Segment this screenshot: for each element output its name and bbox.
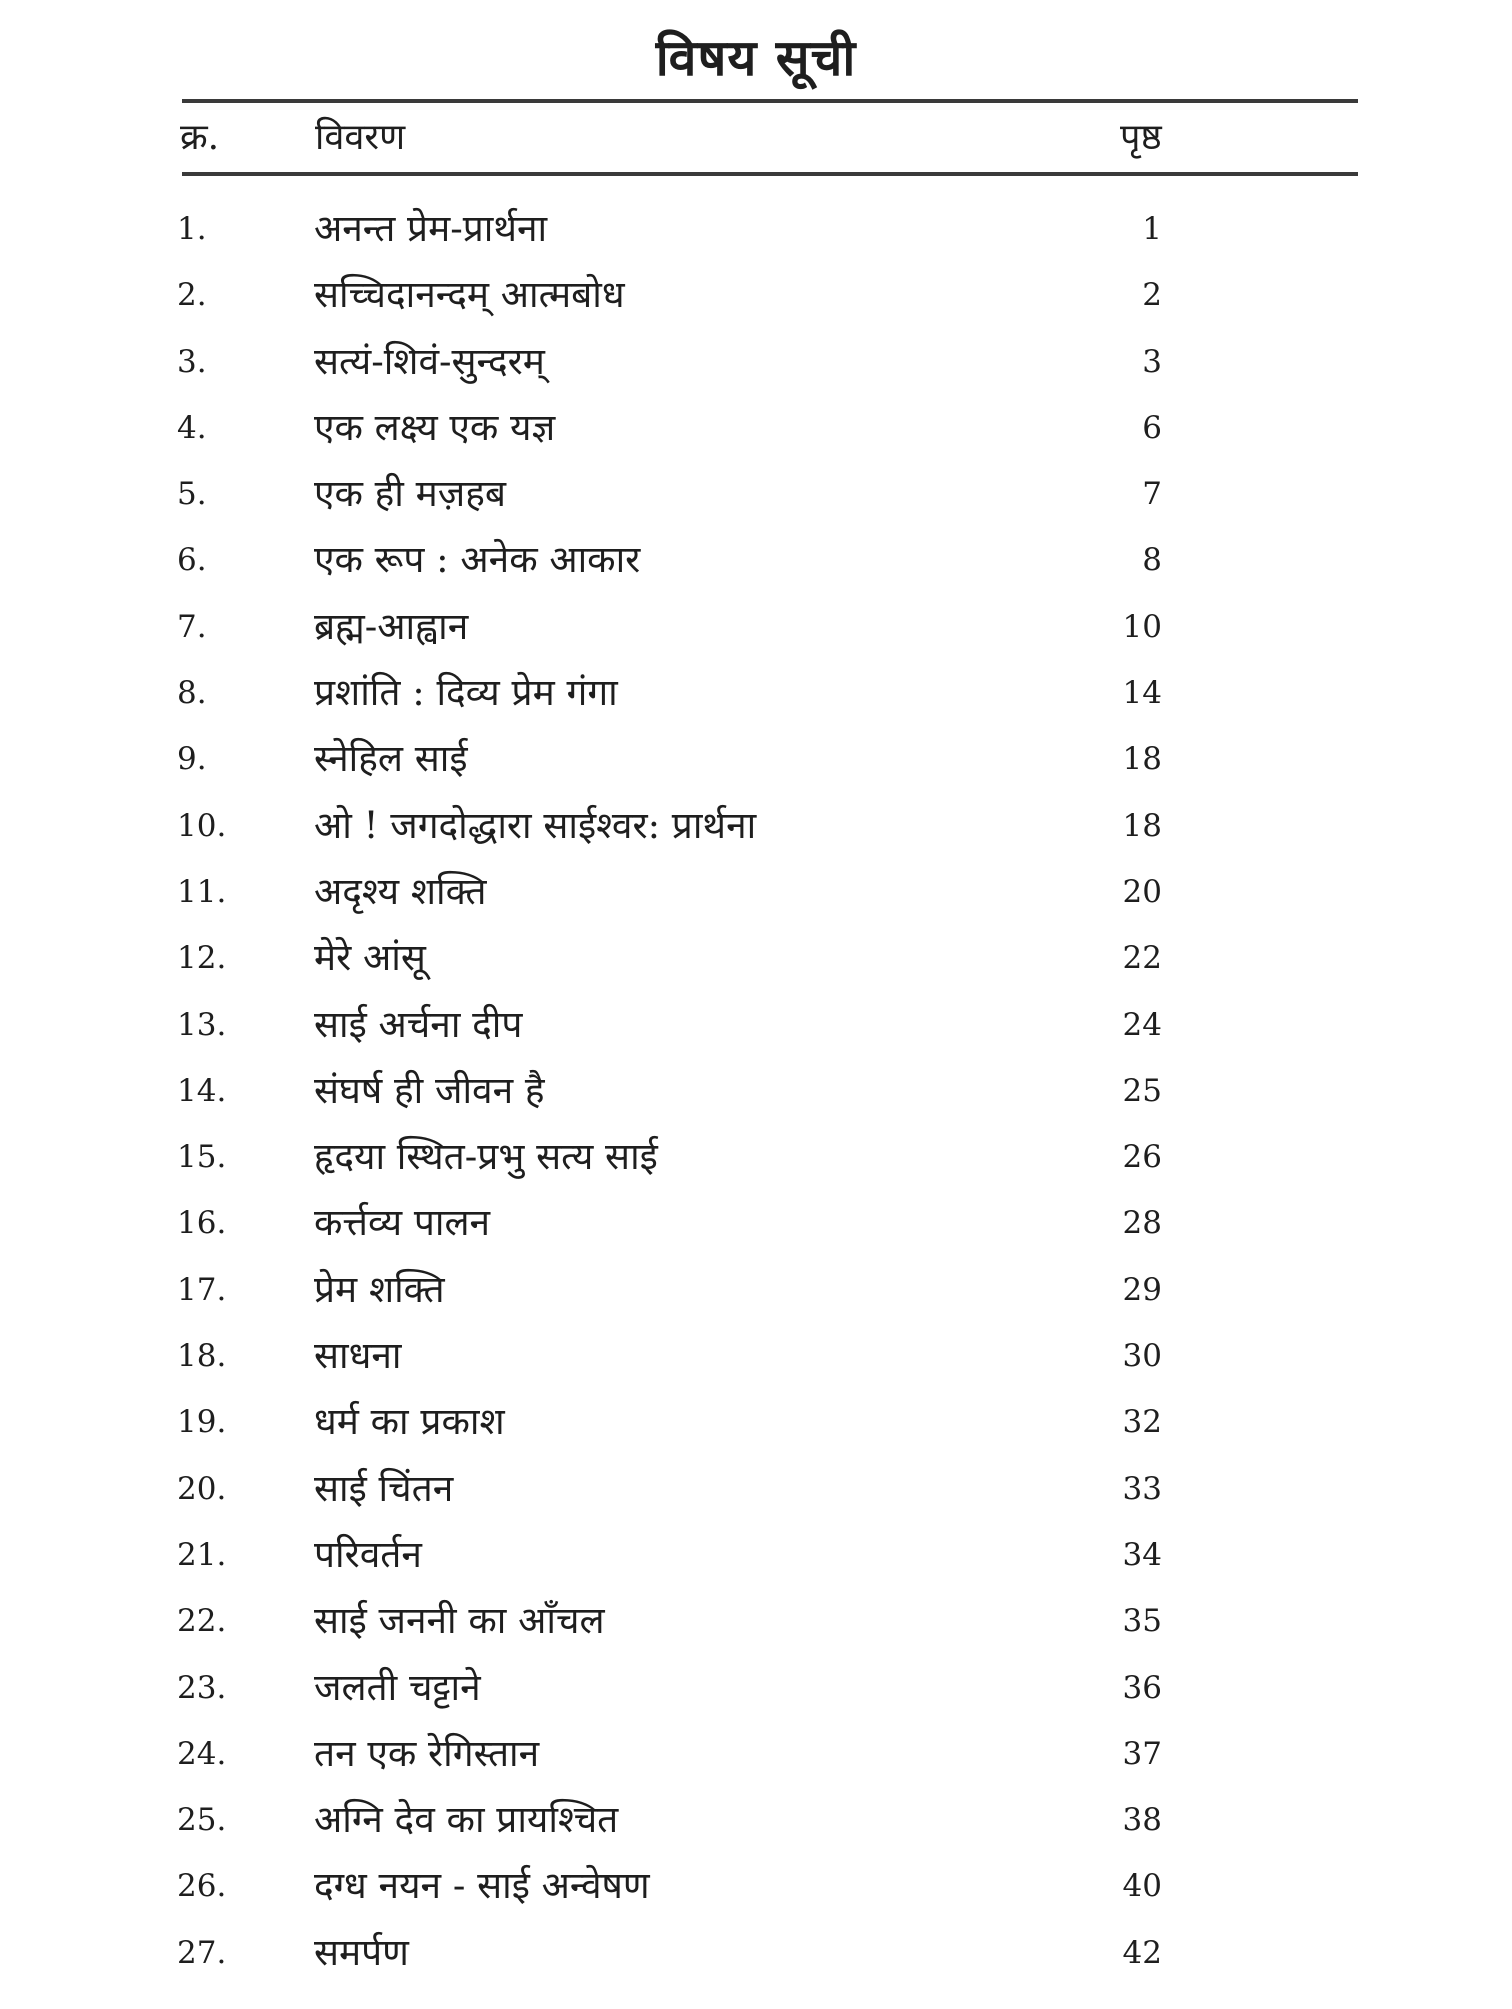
- entry-title: सच्चिदानन्दम् आत्मबोध: [314, 273, 625, 317]
- entry-number: 16.: [177, 1205, 227, 1242]
- entry-page-number: 18: [1122, 741, 1162, 778]
- toc-entry: [0, 859, 1512, 925]
- entry-title: तन एक रेगिस्तान: [314, 1731, 540, 1775]
- toc-entry: [0, 1853, 1512, 1919]
- entry-title: एक ही मज़हब: [314, 472, 506, 516]
- entry-number: 5.: [177, 476, 207, 513]
- toc-entry: [0, 1389, 1512, 1455]
- entry-title: ओ ! जगदोद्धारा साईश्वर: प्रार्थना: [314, 803, 757, 847]
- toc-entry: [0, 1257, 1512, 1323]
- entry-title: स्नेहिल साई: [314, 737, 468, 781]
- entry-number: 13.: [177, 1006, 227, 1043]
- entry-number: 3.: [177, 343, 207, 380]
- entry-page-number: 29: [1122, 1271, 1162, 1308]
- toc-entry: [0, 1124, 1512, 1190]
- toc-entry: [0, 196, 1512, 262]
- table-of-contents: [0, 196, 1512, 1986]
- entry-number: 10.: [177, 807, 227, 844]
- entry-title: एक रूप : अनेक आकार: [314, 538, 641, 582]
- entry-number: 4.: [177, 409, 207, 446]
- entry-page-number: 2: [1142, 277, 1162, 314]
- entry-number: 22.: [177, 1603, 227, 1640]
- toc-entry: [0, 1787, 1512, 1853]
- entry-page-number: 28: [1122, 1205, 1162, 1242]
- entry-page-number: 26: [1122, 1139, 1162, 1176]
- entry-number: 12.: [177, 940, 227, 977]
- page-title: विषय सूची: [655, 28, 857, 87]
- entry-number: 2.: [177, 277, 207, 314]
- entry-page-number: 6: [1142, 409, 1162, 446]
- header-page-label: पृष्ठ: [1120, 117, 1162, 158]
- entry-number: 20.: [177, 1470, 227, 1507]
- toc-entry: [0, 925, 1512, 991]
- header-description-label: विवरण: [315, 117, 406, 158]
- entry-page-number: 8: [1142, 542, 1162, 579]
- entry-title: समर्पण: [314, 1930, 409, 1974]
- entry-title: सत्यं-शिवं-सुन्दरम्: [314, 339, 545, 383]
- header-top-rule: [182, 99, 1358, 103]
- entry-page-number: 20: [1122, 873, 1162, 910]
- entry-title: कर्त्तव्य पालन: [314, 1201, 491, 1245]
- entry-number: 19.: [177, 1404, 227, 1441]
- entry-title: धर्म का प्रकाश: [314, 1400, 505, 1444]
- entry-page-number: 34: [1122, 1536, 1162, 1573]
- entry-title: साधना: [314, 1334, 402, 1378]
- toc-entry: [0, 793, 1512, 859]
- toc-entry: [0, 1655, 1512, 1721]
- toc-entry: [0, 262, 1512, 328]
- toc-entry: [0, 329, 1512, 395]
- entry-page-number: 37: [1122, 1735, 1162, 1772]
- entry-number: 11.: [177, 873, 227, 910]
- toc-entry: [0, 1456, 1512, 1522]
- entry-page-number: 32: [1122, 1404, 1162, 1441]
- toc-entry: [0, 1323, 1512, 1389]
- entry-number: 1.: [177, 211, 207, 247]
- entry-title: ब्रह्म-आह्वान: [314, 604, 469, 648]
- entry-page-number: 3: [1142, 343, 1162, 380]
- toc-entry: [0, 1920, 1512, 1986]
- toc-entry: [0, 527, 1512, 593]
- entry-title: अदृश्य शक्ति: [314, 869, 487, 913]
- toc-entry: [0, 1721, 1512, 1787]
- entry-page-number: 40: [1122, 1868, 1162, 1905]
- entry-title: जलती चट्टाने: [314, 1665, 481, 1709]
- entry-title: साई अर्चना दीप: [314, 1002, 523, 1046]
- entry-page-number: 38: [1122, 1802, 1162, 1839]
- toc-entry: [0, 1588, 1512, 1654]
- entry-number: 6.: [177, 542, 207, 579]
- entry-title: प्रेम शक्ति: [314, 1267, 445, 1311]
- toc-entry: [0, 726, 1512, 792]
- entry-title: अग्नि देव का प्रायश्चित: [314, 1798, 619, 1842]
- entry-title: परिवर्तन: [314, 1532, 422, 1576]
- toc-entry: [0, 1190, 1512, 1256]
- entry-number: 25.: [177, 1802, 227, 1839]
- entry-number: 23.: [177, 1669, 227, 1706]
- entry-number: 21.: [177, 1536, 227, 1573]
- entry-title: संघर्ष ही जीवन है: [314, 1068, 545, 1112]
- entry-title: अनन्त प्रेम-प्रार्थना: [314, 207, 548, 250]
- entry-page-number: 35: [1122, 1603, 1162, 1640]
- toc-entry: [0, 660, 1512, 726]
- entry-page-number: 22: [1122, 940, 1162, 977]
- entry-title: हृदया स्थित-प्रभु सत्य साई: [314, 1135, 658, 1179]
- entry-page-number: 36: [1122, 1669, 1162, 1706]
- entry-page-number: 7: [1142, 476, 1162, 513]
- header-bottom-rule: [182, 172, 1358, 176]
- entry-page-number: 1: [1142, 211, 1162, 247]
- toc-entry: [0, 461, 1512, 527]
- entry-title: साई जननी का आँचल: [314, 1599, 605, 1643]
- entry-number: 27.: [177, 1934, 227, 1971]
- entry-title: मेरे आंसू: [314, 936, 426, 980]
- toc-entry: [0, 594, 1512, 660]
- header-number-label: क्र.: [180, 117, 220, 158]
- toc-entry: [0, 395, 1512, 461]
- entry-number: 8.: [177, 675, 207, 712]
- toc-entry: [0, 1522, 1512, 1588]
- entry-number: 15.: [177, 1139, 227, 1176]
- entry-page-number: 14: [1122, 675, 1162, 712]
- entry-page-number: 33: [1122, 1470, 1162, 1507]
- entry-page-number: 10: [1122, 608, 1162, 645]
- entry-number: 14.: [177, 1072, 227, 1109]
- entry-number: 24.: [177, 1735, 227, 1772]
- entry-number: 9.: [177, 741, 207, 778]
- toc-entry: [0, 992, 1512, 1058]
- entry-page-number: 30: [1122, 1338, 1162, 1375]
- entry-number: 7.: [177, 608, 207, 645]
- entry-page-number: 25: [1122, 1072, 1162, 1109]
- entry-number: 26.: [177, 1868, 227, 1905]
- entry-title: प्रशांति : दिव्य प्रेम गंगा: [314, 671, 618, 715]
- entry-number: 18.: [177, 1338, 227, 1375]
- entry-title: एक लक्ष्य एक यज्ञ: [314, 405, 556, 449]
- entry-title: दग्ध नयन - साई अन्वेषण: [314, 1864, 650, 1908]
- entry-page-number: 18: [1122, 807, 1162, 844]
- entry-number: 17.: [177, 1271, 227, 1308]
- entry-title: साई चिंतन: [314, 1466, 454, 1510]
- entry-page-number: 42: [1122, 1934, 1162, 1971]
- toc-entry: [0, 1058, 1512, 1124]
- entry-page-number: 24: [1122, 1006, 1162, 1043]
